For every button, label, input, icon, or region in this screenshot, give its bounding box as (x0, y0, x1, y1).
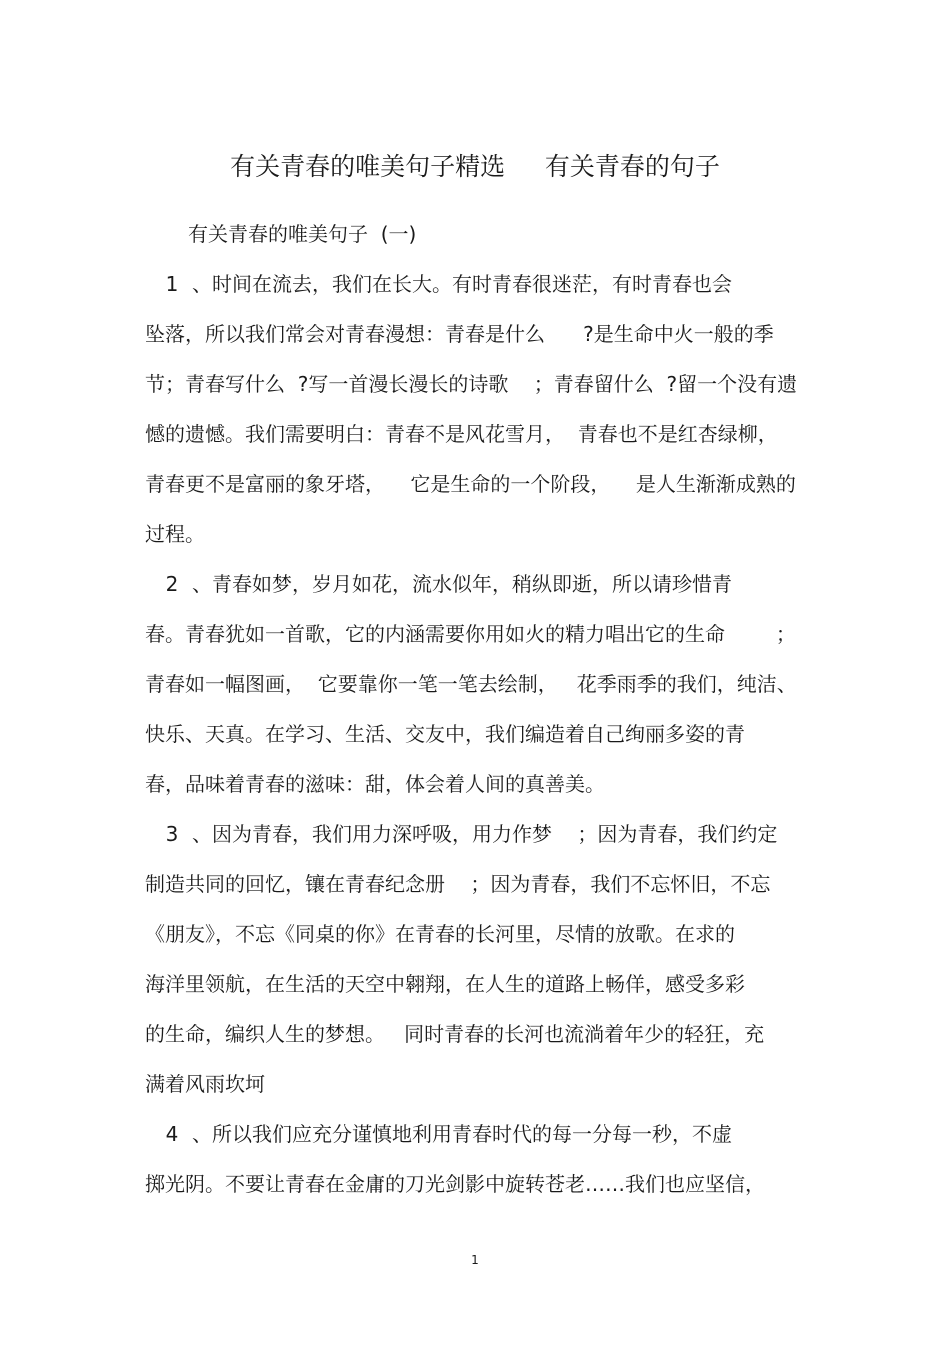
paragraph-number: 4 (165, 1122, 179, 1146)
paragraph-line: 节；青春写什么 ?写一首漫长漫长的诗歌 ；青春留什么 ?留一个没有遗 (145, 372, 798, 396)
paragraph-line: 快乐、天真。在学习、生活、交友中，我们编造着自己绚丽多姿的青 (145, 722, 745, 746)
section-subtitle: 有关青春的唯美句子 (一) (188, 222, 417, 246)
paragraph-line: 制造共同的回忆，镶在青春纪念册 ；因为青春，我们不忘怀旧，不忘 (145, 872, 771, 896)
paragraph-line: 满着风雨坎坷 (145, 1072, 265, 1096)
paragraph-line: 2 、青春如梦，岁月如花，流水似年，稍纵即逝，所以请珍惜青 (152, 570, 732, 598)
paragraph-line: 海洋里领航，在生活的天空中翱翔，在人生的道路上畅佯，感受多彩 (145, 972, 745, 996)
paragraph-line: 春。青春犹如一首歌，它的内涵需要你用如火的精力唱出它的生命 ； (145, 622, 796, 646)
paragraph-line: 坠落，所以我们常会对青春漫想：青春是什么 ?是生命中火一般的季 (145, 322, 774, 346)
paragraph-number: 1 (165, 272, 179, 296)
paragraph-line: 青春更不是富丽的象牙塔， 它是生命的一个阶段， 是人生渐渐成熟的 (145, 472, 796, 496)
paragraph-number: 3 (165, 822, 179, 846)
paragraph-line: 《朋友》，不忘《同桌的你》在青春的长河里，尽情的放歌。在求的 (145, 922, 735, 946)
paragraph-line: 憾的遗憾。我们需要明白：青春不是风花雪月， 青春也不是红杏绿柳， (145, 422, 778, 446)
paragraph-line: 的生命，编织人生的梦想。 同时青春的长河也流淌着年少的轻狂，充 (145, 1022, 765, 1046)
paragraph-line: 春，品味着青春的滋味：甜，体会着人间的真善美。 (145, 772, 605, 796)
paragraph-line: 青春如一幅图画， 它要靠你一笔一笔去绘制， 花季雨季的我们，纯洁、 (145, 672, 797, 696)
paragraph-number: 2 (165, 572, 179, 596)
document-title: 有关青春的唯美句子精选 有关青春的句子 (230, 152, 720, 181)
paragraph-line: 4 、所以我们应充分谨慎地利用青春时代的每一分每一秒，不虚 (152, 1120, 732, 1148)
paragraph-line: 过程。 (145, 522, 205, 546)
paragraph-line: 3 、因为青春，我们用力深呼吸，用力作梦 ；因为青春，我们约定 (152, 820, 777, 848)
paragraph-line: 掷光阴。不要让青春在金庸的刀光剑影中旋转苍老……我们也应坚信， (145, 1172, 765, 1196)
page-number: 1 (471, 1253, 479, 1267)
paragraph-line: 1 、时间在流去，我们在长大。有时青春很迷茫，有时青春也会 (152, 270, 732, 298)
